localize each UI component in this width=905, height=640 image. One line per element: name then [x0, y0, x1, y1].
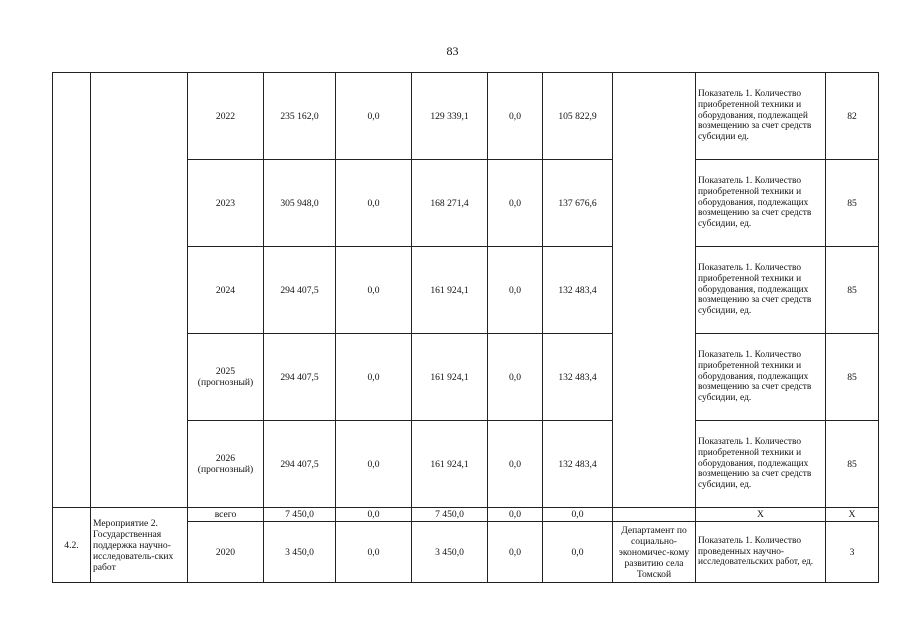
federal-cell: 0,0 — [336, 247, 412, 334]
total-cell: 235 162,0 — [264, 73, 336, 160]
year-cell: 2020 — [188, 522, 264, 583]
local-cell: 0,0 — [488, 522, 543, 583]
indicator-value-cell: 3 — [826, 522, 879, 583]
other-cell: 105 822,9 — [543, 73, 613, 160]
indicator-value-cell: Х — [826, 508, 879, 522]
indicator-cell: Показатель 1. Количество приобретенной техники и оборудования, подлежащих возмещению за счет средств субсидии, ед. — [696, 334, 826, 421]
indicator-value-cell: 85 — [826, 247, 879, 334]
year-cell: 2022 — [188, 73, 264, 160]
federal-cell: 0,0 — [336, 73, 412, 160]
indicator-cell: Показатель 1. Количество проведенных научно-исследовательских работ, ед. — [696, 522, 826, 583]
local-cell: 0,0 — [488, 73, 543, 160]
regional-cell: 168 271,4 — [412, 160, 488, 247]
page-number: 83 — [446, 44, 459, 58]
indicator-cell: Х — [696, 508, 826, 522]
other-cell: 0,0 — [543, 522, 613, 583]
indicator-value-cell: 82 — [826, 73, 879, 160]
executor-cell-empty — [613, 508, 696, 522]
federal-cell: 0,0 — [336, 421, 412, 508]
other-cell: 137 676,6 — [543, 160, 613, 247]
number-cell-empty — [53, 73, 91, 508]
local-cell: 0,0 — [488, 160, 543, 247]
total-cell: 294 407,5 — [264, 334, 336, 421]
local-cell: 0,0 — [488, 334, 543, 421]
local-cell: 0,0 — [488, 508, 543, 522]
executor-cell-empty — [613, 73, 696, 508]
regional-cell: 7 450,0 — [412, 508, 488, 522]
regional-cell: 3 450,0 — [412, 522, 488, 583]
total-cell: 7 450,0 — [264, 508, 336, 522]
federal-cell: 0,0 — [336, 522, 412, 583]
measure-number-cell: 4.2. — [53, 508, 91, 583]
indicator-value-cell: 85 — [826, 334, 879, 421]
federal-cell: 0,0 — [336, 334, 412, 421]
year-cell: 2025 (прогнозный) — [188, 334, 264, 421]
measure-name-cell: Мероприятие 2. Государственная поддержка научно-исследователь-ских работ — [91, 508, 188, 583]
other-cell: 132 483,4 — [543, 334, 613, 421]
indicator-cell: Показатель 1. Количество приобретенной техники и оборудования, подлежащих возмещению за счет средств субсидии, ед. — [696, 421, 826, 508]
federal-cell: 0,0 — [336, 160, 412, 247]
total-cell: 294 407,5 — [264, 247, 336, 334]
federal-cell: 0,0 — [336, 508, 412, 522]
regional-cell: 129 339,1 — [412, 73, 488, 160]
total-cell: 3 450,0 — [264, 522, 336, 583]
total-cell: 305 948,0 — [264, 160, 336, 247]
regional-cell: 161 924,1 — [412, 421, 488, 508]
regional-cell: 161 924,1 — [412, 247, 488, 334]
other-cell: 0,0 — [543, 508, 613, 522]
executor-cell: Департамент по социально-экономичес-кому развитию села Томской — [613, 522, 696, 583]
total-cell: 294 407,5 — [264, 421, 336, 508]
indicator-cell: Показатель 1. Количество приобретенной техники и оборудования, подлежащих возмещению за счет средств субсидии, ед. — [696, 160, 826, 247]
indicator-value-cell: 85 — [826, 421, 879, 508]
indicator-cell: Показатель 1. Количество приобретенной техники и оборудования, подлежащих возмещению за счет средств субсидии, ед. — [696, 247, 826, 334]
other-cell: 132 483,4 — [543, 247, 613, 334]
local-cell: 0,0 — [488, 247, 543, 334]
year-cell: 2026 (прогнозный) — [188, 421, 264, 508]
name-cell-empty — [91, 73, 188, 508]
year-cell: 2023 — [188, 160, 264, 247]
year-cell: 2024 — [188, 247, 264, 334]
other-cell: 132 483,4 — [543, 421, 613, 508]
table-row — [53, 73, 879, 160]
indicator-value-cell: 85 — [826, 160, 879, 247]
local-cell: 0,0 — [488, 421, 543, 508]
program-table — [52, 72, 879, 583]
year-cell: всего — [188, 508, 264, 522]
indicator-cell: Показатель 1. Количество приобретенной техники и оборудования, подлежащей возмещению за счет средств субсидии ед. — [696, 73, 826, 160]
table-row — [53, 508, 879, 522]
regional-cell: 161 924,1 — [412, 334, 488, 421]
